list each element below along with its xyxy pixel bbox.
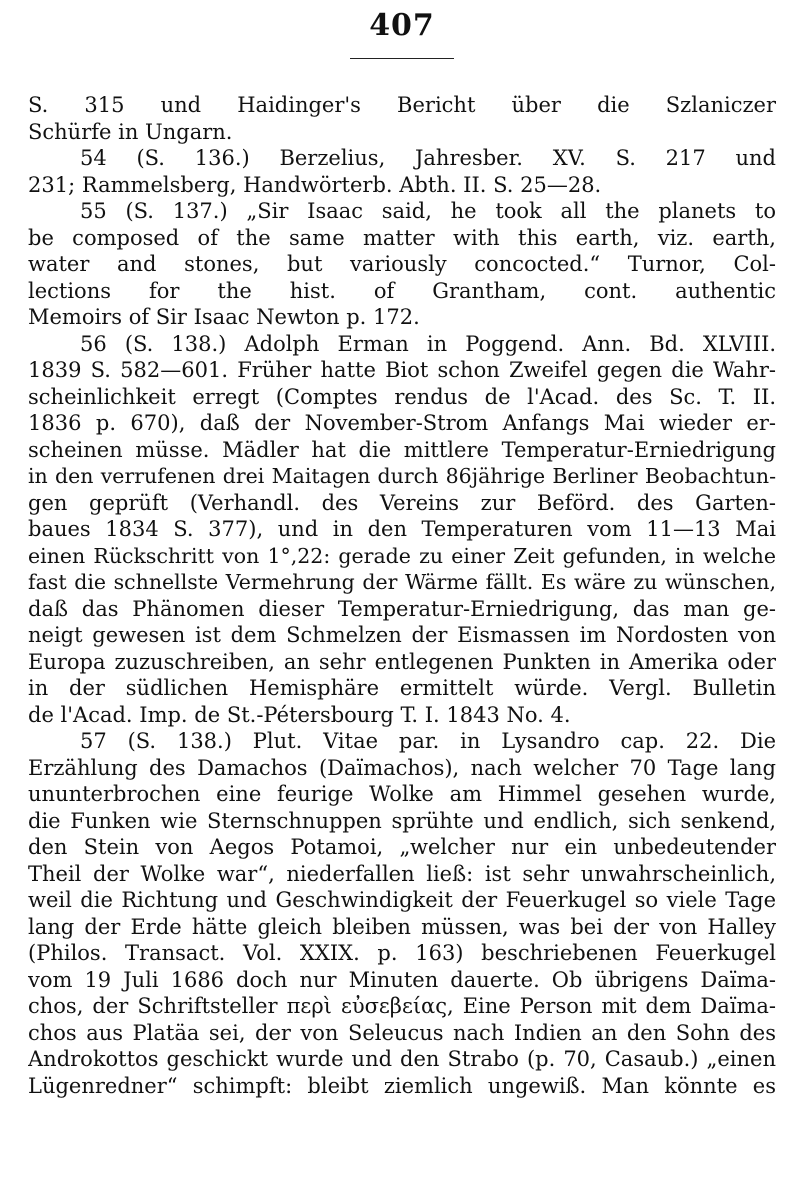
text-line: Erzählung des Damachos (Daïmachos), nach welcher 70 Tage lang: [28, 755, 776, 780]
text-line: Schürfe in Ungarn.: [28, 119, 233, 144]
text-line: fast die schnellste Vermehrung der Wärme fällt. Es wäre zu wünschen,: [28, 570, 776, 594]
text-line: ununterbrochen eine feurige Wolke am Himmel gesehen wurde,: [28, 782, 776, 806]
text-line: neigt gewesen ist dem Schmelzen der Eismassen im Nordosten von: [28, 623, 776, 647]
text-line: water and stones, but variously concocted.“ Turnor, Col-: [28, 252, 776, 276]
text-line: baues 1834 S. 377), und in den Temperaturen vom 11—13 Mai: [28, 517, 776, 541]
text-line: daß das Phänomen dieser Temperatur-Erniedrigung, das man ge-: [28, 596, 776, 621]
text-line: scheinen müsse. Mädler hat die mittlere Temperatur-Erniedrigung: [28, 437, 776, 462]
text-line: in den verrufenen drei Maitagen durch 86jährige Berliner Beobachtun-: [28, 464, 776, 488]
text-line: chos, der Schriftsteller περὶ εὐσεβείας, Eine Person mit dem Daïma-: [28, 994, 776, 1018]
text-line: 1839 S. 582—601. Früher hatte Biot schon Zweifel gegen die Wahr-: [28, 358, 776, 382]
text-line: lang der Erde hätte gleich bleiben müssen, was bei der von Halley: [28, 914, 776, 939]
text-line: gen geprüft (Verhandl. des Vereins zur Beförd. des Garten-: [28, 490, 776, 515]
text-line: Theil der Wolke war“, niederfallen ließ: ist sehr unwahrscheinlich,: [28, 861, 776, 886]
text-line: 1836 p. 670), daß der November-Strom Anfangs Mai wieder er-: [28, 411, 776, 435]
text-line: Androkottos geschickt wurde und den Strabo (p. 70, Casaub.) „einen: [28, 1047, 776, 1071]
document-page: [28, 0, 776, 1200]
text-line: Europa zuzuschreiben, an sehr entlegenen Punkten in Amerika oder: [28, 649, 776, 674]
text-line: einen Rückschritt von 1°,22: gerade zu einer Zeit gefunden, in welche: [28, 543, 776, 568]
text-line: 54 (S. 136.) Berzelius, Jahresber. XV. S. 217 und: [80, 146, 776, 170]
text-line: Memoirs of Sir Isaac Newton p. 172.: [28, 305, 420, 329]
header-rule: [350, 58, 454, 59]
text-line: Lügenredner“ schimpft: bleibt ziemlich ungewiß. Man könnte es: [28, 1073, 776, 1098]
text-line: 231; Rammelsberg, Handwörterb. Abth. II. S. 25—28.: [28, 172, 602, 197]
text-line: scheinlichkeit erregt (Comptes rendus de l'Acad. des Sc. T. II.: [28, 384, 776, 409]
text-line: 56 (S. 138.) Adolph Erman in Poggend. Ann. Bd. XLVIII.: [80, 331, 776, 356]
text-line: be composed of the same matter with this earth, viz. earth,: [28, 225, 776, 250]
text-line: de l'Acad. Imp. de St.-Pétersbourg T. I. 1843 No. 4.: [28, 702, 571, 727]
text-line: weil die Richtung und Geschwindigkeit der Feuerkugel so viele Tage: [28, 888, 776, 912]
text-line: S. 315 und Haidinger's Bericht über die Szlaniczer: [28, 93, 776, 117]
body-text: [28, 92, 776, 1099]
text-line: vom 19 Juli 1686 doch nur Minuten dauerte. Ob übrigens Daïma-: [28, 967, 776, 992]
text-line: 57 (S. 138.) Plut. Vitae par. in Lysandro cap. 22. Die: [80, 729, 776, 753]
text-line: den Stein von Aegos Potamoi, „welcher nur ein unbedeutender: [28, 835, 776, 859]
text-line: lections for the hist. of Grantham, cont. authentic: [28, 278, 776, 303]
page-number: 407: [369, 8, 435, 43]
text-line: (Philos. Transact. Vol. XXIX. p. 163) beschriebenen Feuerkugel: [28, 941, 776, 965]
text-line: in der südlichen Hemisphäre ermittelt würde. Vergl. Bulletin: [28, 676, 776, 700]
text-line: die Funken wie Sternschnuppen sprühte und endlich, sich senkend,: [28, 808, 776, 833]
text-line: 55 (S. 137.) „Sir Isaac said, he took all the planets to: [80, 199, 776, 223]
text-line: chos aus Platäa sei, der von Seleucus nach Indien an den Sohn des: [28, 1020, 776, 1045]
